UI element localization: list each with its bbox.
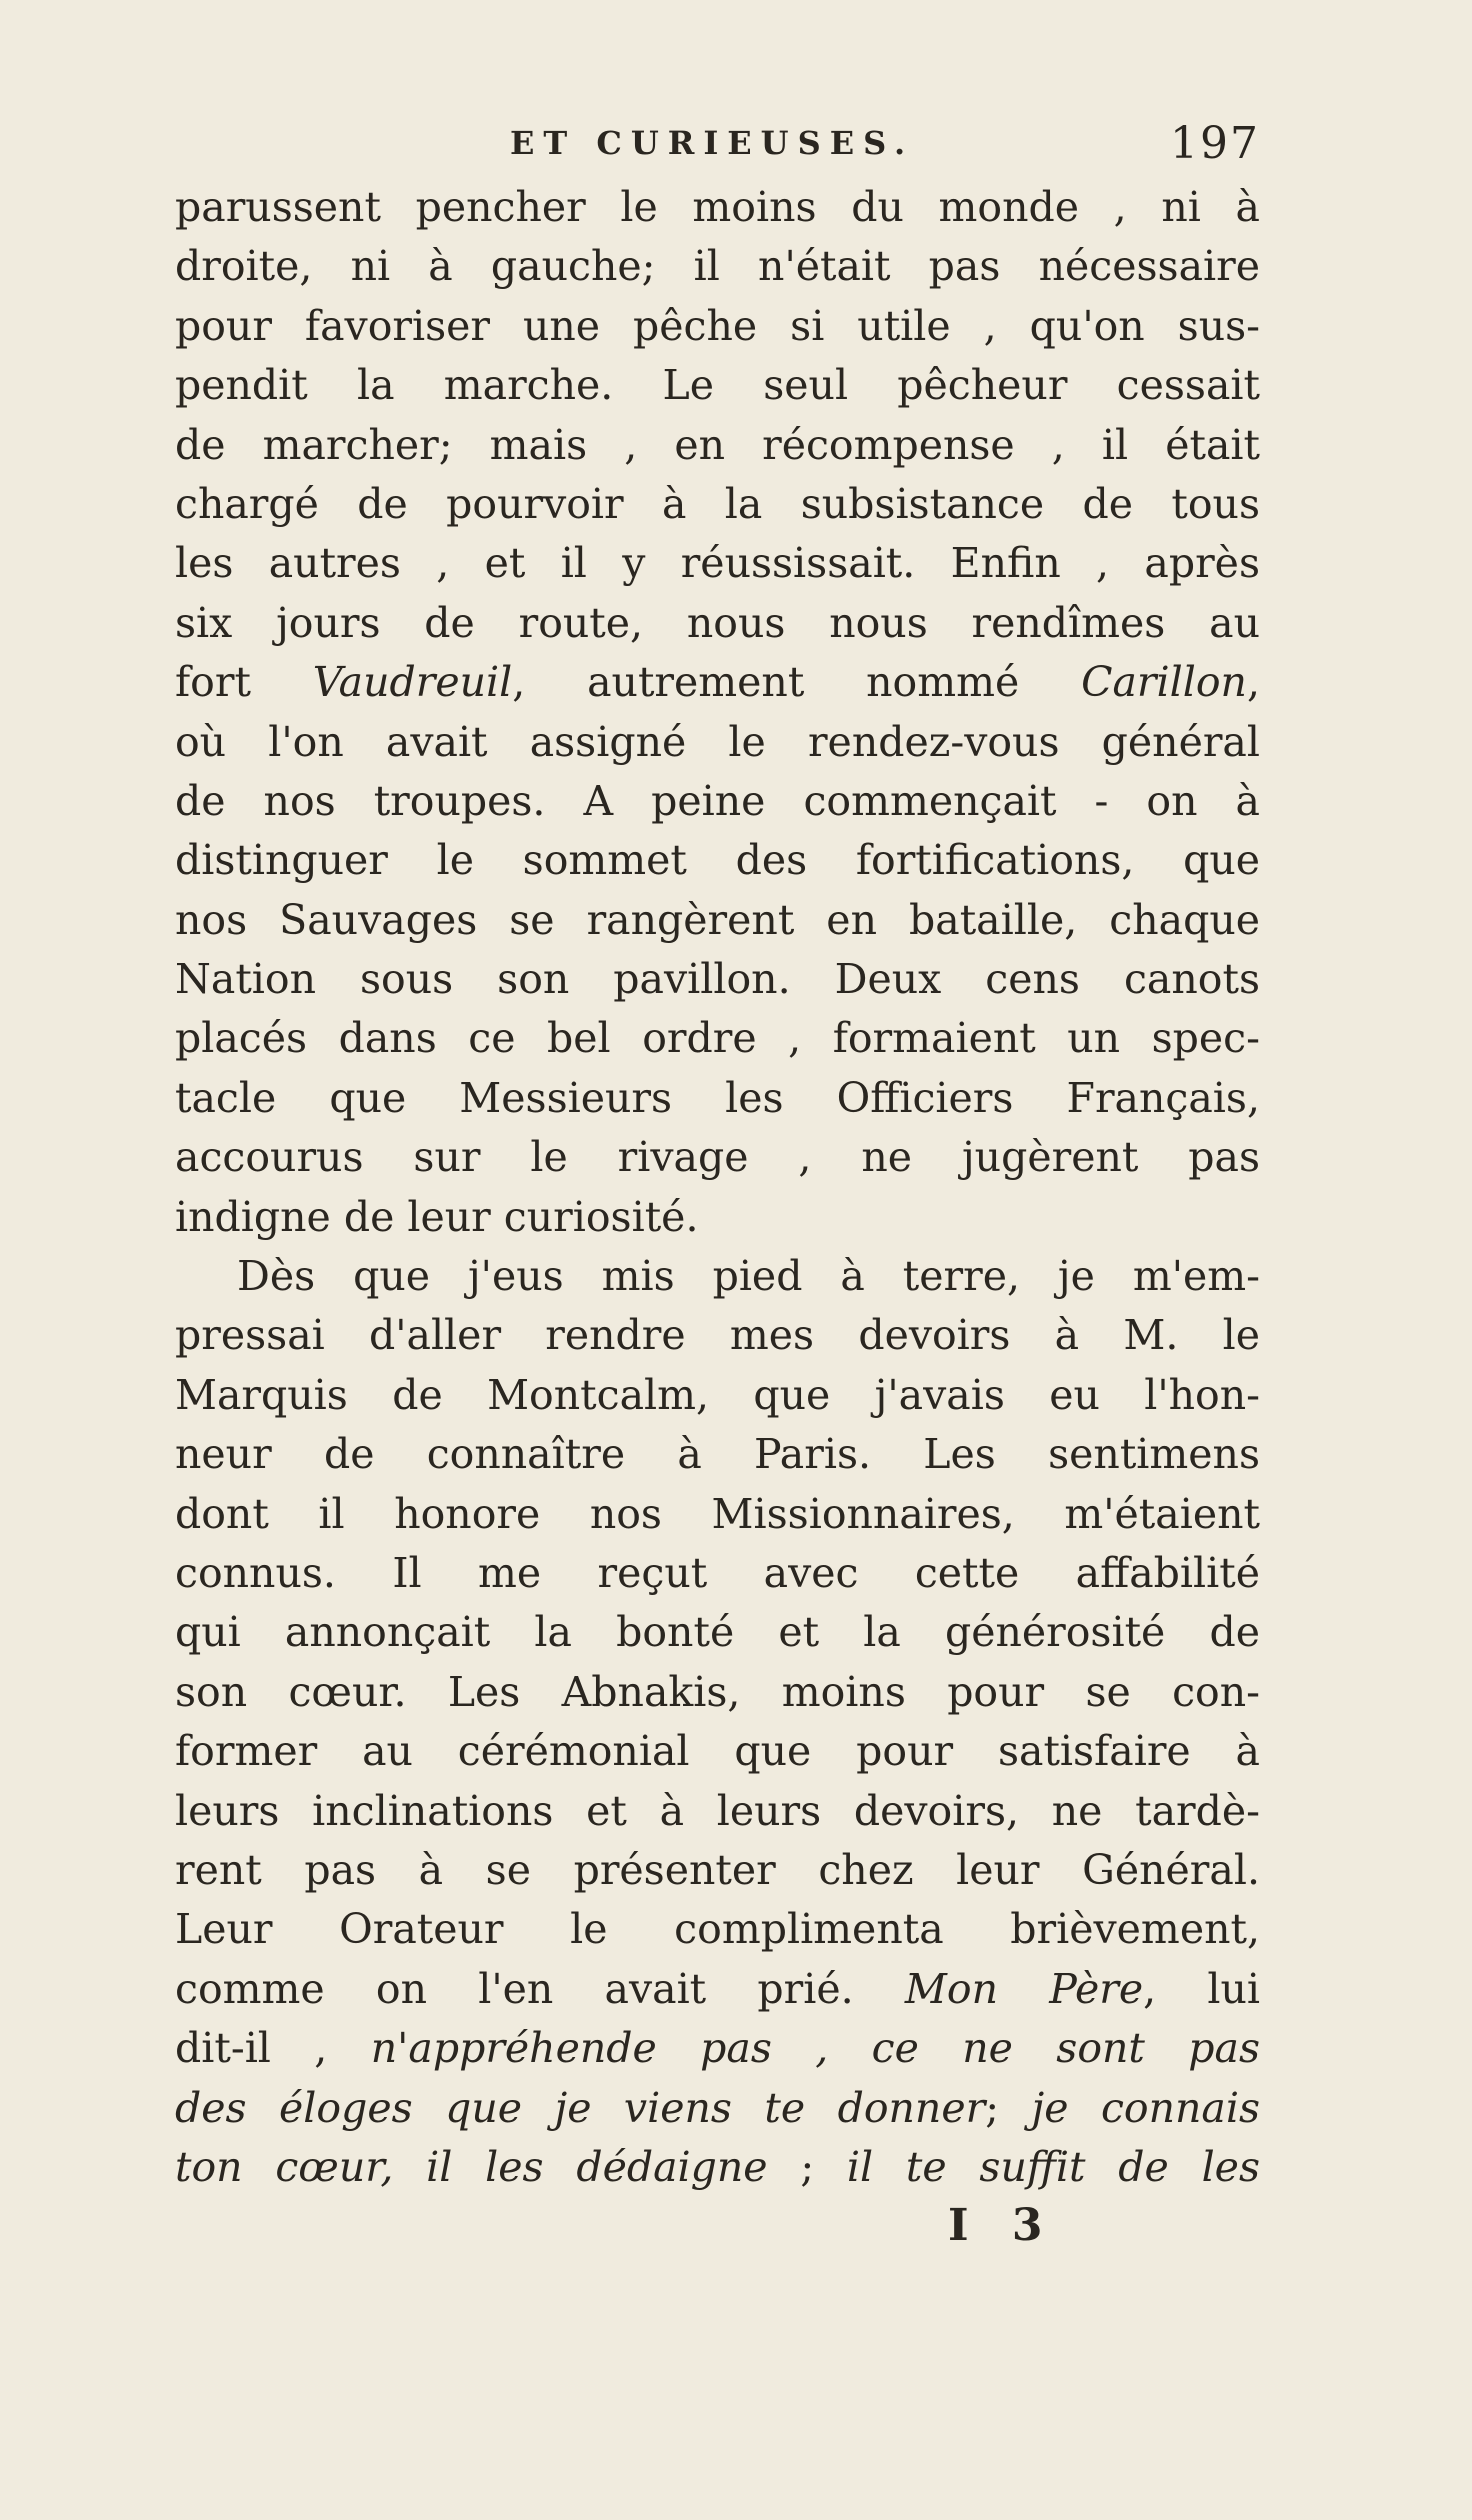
text-line: ton cœur, il les dédaigne ; il te suffit de les [175,2142,1260,2191]
text-line: accourus sur le rivage , ne jugèrent pas [175,1133,1260,1182]
text-line: parussent pencher le moins du monde , ni à [175,183,1260,231]
text-line: connus. Il me reçut avec cette affabilité [175,1548,1260,1597]
running-title: ET CURIEUSES. [510,124,915,162]
text-line: nos Sauvages se rangèrent en bataille, chaque [175,895,1260,944]
text-line: des éloges que je viens te donner; je connais [175,2083,1260,2132]
italic-quote: n'appréhende pas , ce ne sont pas [370,2024,1261,2073]
text-line: fort Vaudreuil, autrement nommé Carillon, [175,658,1260,707]
text-line: dont il honore nos Missionnaires, m'étaient [175,1489,1260,1538]
italic-quote: Mon Père [904,1964,1144,2013]
italic-quote: il te suffit de les [846,2142,1260,2191]
text-line: Nation sous son pavillon. Deux cens canots [175,955,1260,1004]
body-text [175,178,1260,2197]
text-line: pendit la marche. Le seul pêcheur cessait [175,361,1260,410]
text-line: placés dans ce bel ordre , formaient un spec- [175,1014,1260,1063]
italic-quote: je connais [1031,2083,1260,2132]
text-line: Leur Orateur le complimenta brièvement, [175,1905,1260,1954]
text-line: leurs inclinations et à leurs devoirs, ne tardè- [175,1786,1260,1835]
italic-quote: des éloges que je viens te donner [175,2083,986,2132]
text-line: indigne de leur curiosité. [175,1192,699,1241]
text-line: de nos troupes. A peine commençait - on à [175,776,1260,825]
text-line: pressai d'aller rendre mes devoirs à M. le [175,1311,1260,1360]
text-line: rent pas à se présenter chez leur Général. [175,1845,1260,1894]
paragraph-start-line: Dès que j'eus mis pied à terre, je m'em- [237,1252,1260,1301]
text-line: droite, ni à gauche; il n'était pas nécessaire [175,242,1260,291]
text-line: neur de connaître à Paris. Les sentimens [175,1430,1260,1479]
text-line: chargé de pourvoir à la subsistance de tous [175,479,1260,528]
text-line: tacle que Messieurs les Officiers Français, [175,1073,1260,1122]
text-line: les autres , et il y réussissait. Enfin , après [175,539,1260,588]
fort-name: Vaudreuil [312,658,513,707]
text-line: de marcher; mais , en récompense , il était [175,420,1260,469]
fort-alias: Carillon [1081,658,1247,707]
text-line: six jours de route, nous nous rendîmes au [175,598,1260,647]
running-head [175,118,1260,178]
text-line: former au cérémonial que pour satisfaire à [175,1727,1260,1776]
text-line: dit-il , n'appréhende pas , ce ne sont pas [175,2024,1261,2073]
text-line: comme on l'en avait prié. Mon Père, lui [175,1964,1260,2013]
signature-mark: I 3 [948,2200,1057,2251]
text-line: son cœur. Les Abnakis, moins pour se con- [175,1667,1260,1716]
page-number: 197 [1170,118,1260,169]
text-line: Marquis de Montcalm, que j'avais eu l'hon- [175,1370,1260,1419]
text-line: distinguer le sommet des fortifications, que [175,836,1260,885]
text-line: où l'on avait assigné le rendez-vous général [175,717,1260,766]
text-line: qui annonçait la bonté et la générosité de [175,1608,1260,1657]
text-line: pour favoriser une pêche si utile , qu'on sus- [175,301,1260,350]
italic-quote: ton cœur, il les dédaigne [175,2142,768,2191]
